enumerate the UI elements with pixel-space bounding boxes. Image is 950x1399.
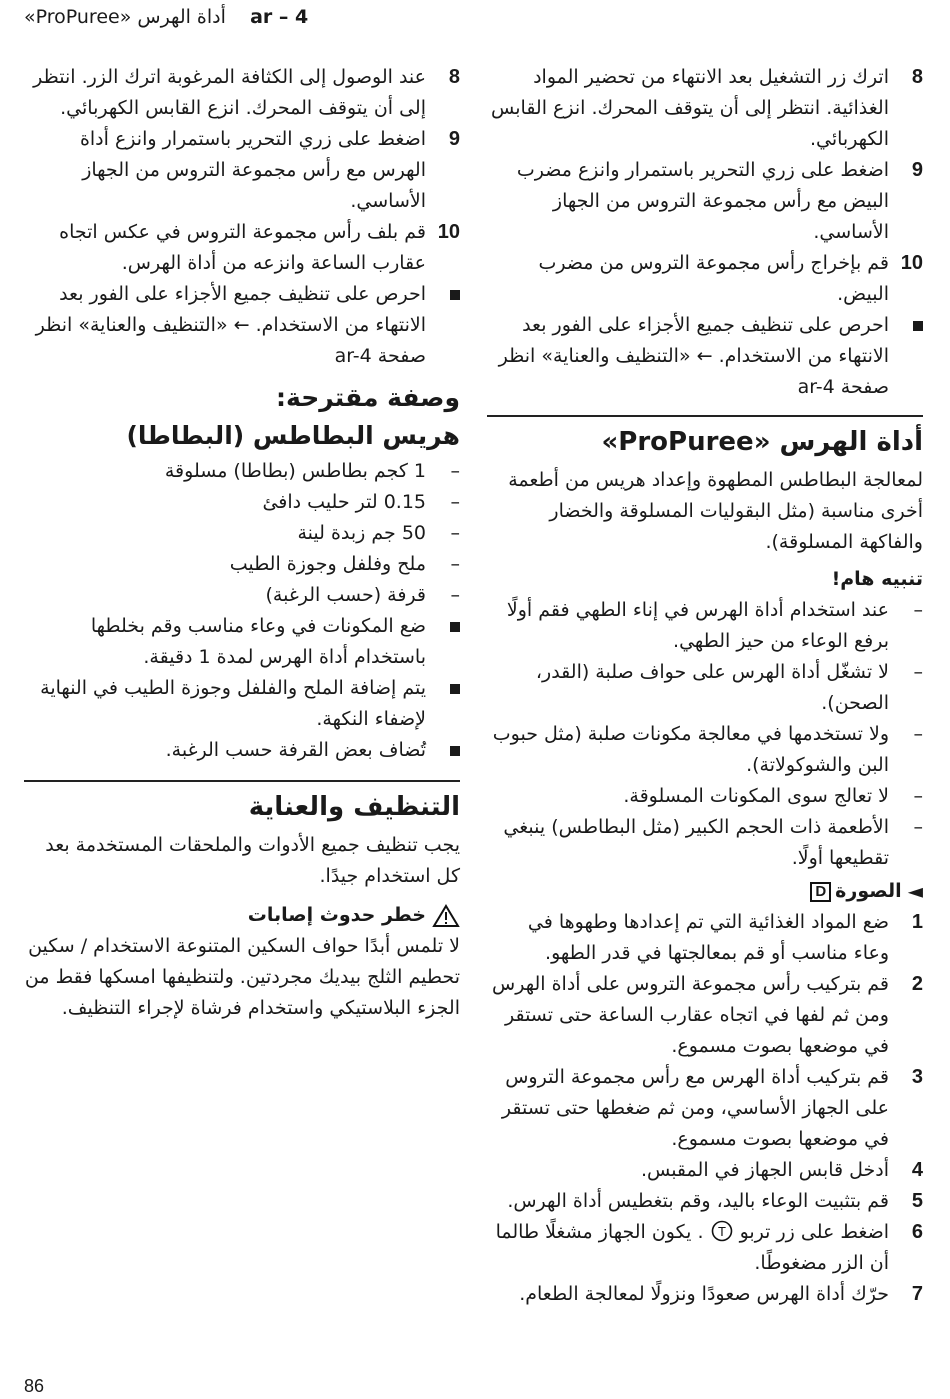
turbo-button-icon [710, 1220, 734, 1242]
step-number: 8 [448, 66, 460, 88]
ingredient-text: 1 كجم بطاطس (بطاطا) مسلوقة [164, 460, 426, 482]
step-text: اضغط على زري التحرير باستمرار وانزع أداة الهرس مع رأس مجموعة التروس من الجهاز الأساسي. [79, 128, 426, 212]
step-number: 9 [911, 159, 923, 181]
warning-text: الأطعمة ذات الحجم الكبير (مثل البطاطس) ينبغي تقطيعها أولًا. [503, 816, 889, 869]
warning-item [487, 595, 923, 657]
ingredient-item [24, 456, 460, 487]
instruction-text: يتم إضافة الملح والفلفل وجوزة الطيب في النهاية لإضفاء النكهة. [40, 677, 426, 730]
step-item [24, 62, 460, 124]
dash-bullet: – [913, 661, 923, 683]
square-bullet-icon [426, 611, 460, 644]
figure-reference [487, 876, 923, 907]
step-number: 8 [911, 66, 923, 88]
step-text: اترك زر التشغيل بعد الانتهاء من تحضير المواد الغذائية. انتظر إلى أن يتوقف المحرك. انزع القابس الكهربائي. [491, 66, 889, 150]
header-title: أداة الهرس «ProPuree» [24, 6, 226, 28]
step-item [487, 1062, 923, 1155]
step-text: حرّك أداة الهرس صعودًا ونزولًا لمعالجة الطعام. [519, 1283, 889, 1305]
instruction-item [24, 735, 460, 768]
dash-bullet: – [450, 522, 460, 544]
section-divider [24, 780, 460, 782]
cleaning-title: التنظيف والعناية [248, 792, 460, 822]
step-item [24, 217, 460, 279]
square-bullet-icon [426, 279, 460, 312]
step-text: قم بلف رأس مجموعة التروس في عكس اتجاه عقارب الساعة وانزعه من أداة الهرس. [59, 221, 426, 274]
step-item [487, 155, 923, 248]
step-number: 9 [448, 128, 460, 150]
step-item [24, 124, 460, 217]
step-item [487, 1217, 923, 1279]
ingredient-item [24, 580, 460, 611]
square-bullet-icon [889, 310, 923, 343]
step-number: 7 [911, 1283, 923, 1305]
page-header [24, 6, 924, 32]
section-title: أداة الهرس «ProPuree» [601, 427, 923, 457]
page-code: ar – 4 [250, 6, 309, 28]
note-text: احرص على تنظيف جميع الأجزاء على الفور بعد الانتهاء من الاستخدام. ← «التنظيف والعناية» انظر صفحة ar-4 [498, 314, 889, 398]
step-item [487, 248, 923, 310]
warning-text: عند استخدام أداة الهرس في إناء الطهي فقم أولًا برفع الوعاء من حيز الطهي. [506, 599, 889, 652]
ingredient-text: 0.15 لتر حليب دافئ [262, 491, 426, 513]
step-number: 3 [911, 1066, 923, 1088]
square-bullet-icon [426, 673, 460, 706]
note-text: احرص على تنظيف جميع الأجزاء على الفور بعد الانتهاء من الاستخدام. ← «التنظيف والعناية» انظر صفحة ar-4 [35, 283, 426, 367]
dash-bullet: – [450, 584, 460, 606]
note-item [24, 279, 460, 372]
step-number: 2 [911, 973, 923, 995]
right-column [487, 62, 923, 1310]
step-text [487, 1217, 889, 1279]
turbo-symbol: T [717, 1224, 726, 1239]
ingredient-item [24, 549, 460, 580]
recipe-heading: وصفة مقترحة: [276, 383, 460, 412]
instruction-item [24, 611, 460, 673]
step-text-after: . يكون الجهاز مشغلًا طالما أن الزر مضغوطًا. [495, 1221, 889, 1274]
dash-bullet: – [450, 491, 460, 513]
warning-title: تنبيه هام! [831, 568, 923, 590]
warning-item [487, 657, 923, 719]
step-number: 10 [900, 252, 923, 274]
instruction-text: تُضاف بعض القرفة حسب الرغبة. [165, 739, 426, 761]
step-item [487, 907, 923, 969]
danger-heading [24, 900, 460, 931]
step-item [487, 62, 923, 155]
warning-text: ولا تستخدمها في معالجة مكونات صلبة (مثل حبوب البن والشوكولاتة). [492, 723, 889, 776]
warning-triangle-icon [432, 904, 460, 928]
step-text: قم بتركيب أداة الهرس مع رأس مجموعة التروس على الجهاز الأساسي، ومن ثم ضغطها حتى تستقر في موضعها بصوت مسموع. [501, 1066, 889, 1150]
step-text: عند الوصول إلى الكثافة المرغوبة اترك الزر. انتظر إلى أن يتوقف المحرك. انزع القابس الكهربائي. [33, 66, 426, 119]
step-text: قم بتثبيت الوعاء باليد، وقم بتغطيس أداة الهرس. [507, 1190, 889, 1212]
instruction-item [24, 673, 460, 735]
warning-text: لا تعالج سوى المكونات المسلوقة. [623, 785, 889, 807]
dash-bullet: – [913, 599, 923, 621]
ingredient-text: 50 جم زبدة لينة [297, 522, 426, 544]
square-bullet-icon [426, 735, 460, 768]
instruction-text: ضع المكونات في وعاء مناسب وقم بخلطها باستخدام أداة الهرس لمدة 1 دقيقة. [90, 615, 426, 668]
warning-item [487, 812, 923, 874]
step-text: اضغط على زري التحرير باستمرار وانزع مضرب البيض مع رأس مجموعة التروس من الجهاز الأساسي. [516, 159, 889, 243]
dash-bullet: – [450, 460, 460, 482]
section-divider [487, 415, 923, 417]
arrow-left-icon: ◄ [907, 879, 923, 903]
step-number: 4 [911, 1159, 923, 1181]
left-column [24, 62, 460, 1024]
dash-bullet: – [450, 553, 460, 575]
step-text-before: اضغط على زر تربو [739, 1221, 889, 1243]
figure-label: الصورة [835, 880, 902, 902]
recipe-title: هريس البطاطس (البطاطا) [126, 421, 460, 450]
step-item [487, 1279, 923, 1310]
step-number: 10 [437, 221, 460, 243]
danger-text: لا تلمس أبدًا حواف السكين المتنوعة الاستخدام / سكين تحطيم الثلج بيديك مجردتين. ولتنظيفها امسكها فقط من الجزء البلاستيكي واستخدام فرشاة لإجراء التنظيف. [24, 935, 460, 1019]
figure-letter: D [810, 882, 831, 902]
dash-bullet: – [913, 785, 923, 807]
step-text: قم بإخراج رأس مجموعة التروس من مضرب البيض. [538, 252, 889, 305]
warning-text: لا تشغّل أداة الهرس على حواف صلبة (القدر، الصحن). [535, 661, 889, 714]
section-intro: لمعالجة البطاطس المطهوة وإعداد هريس من أطعمة أخرى مناسبة (مثل البقوليات المسلوقة والخضار والفاكهة المسلوقة). [508, 469, 923, 553]
cleaning-intro: يجب تنظيف جميع الأدوات والملحقات المستخدمة بعد كل استخدام جيدًا. [45, 834, 460, 887]
step-text: ضع المواد الغذائية التي تم إعدادها وطهوها في وعاء مناسب أو قم بمعالجتها في قدر الطهو. [527, 911, 889, 964]
step-text: أدخل قابس الجهاز في المقبس. [640, 1159, 889, 1181]
ingredient-item [24, 487, 460, 518]
step-item [487, 1155, 923, 1186]
ingredient-item [24, 518, 460, 549]
step-number: 1 [911, 911, 923, 933]
page-number: 86 [24, 1376, 45, 1396]
note-item [487, 310, 923, 403]
step-number: 6 [911, 1221, 923, 1243]
ingredient-text: ملح وفلفل وجوزة الطيب [229, 553, 426, 575]
step-number: 5 [911, 1190, 923, 1212]
dash-bullet: – [913, 816, 923, 838]
ingredient-text: قرفة (حسب الرغبة) [265, 584, 426, 606]
step-item [487, 969, 923, 1062]
warning-item [487, 719, 923, 781]
warning-item [487, 781, 923, 812]
dash-bullet: – [913, 723, 923, 745]
danger-title: خطر حدوث إصابات [247, 904, 426, 926]
step-item [487, 1186, 923, 1217]
step-text: قم بتركيب رأس مجموعة التروس على أداة الهرس ومن ثم لفها في اتجاه عقارب الساعة حتى تستقر في موضعها بصوت مسموع. [492, 973, 889, 1057]
